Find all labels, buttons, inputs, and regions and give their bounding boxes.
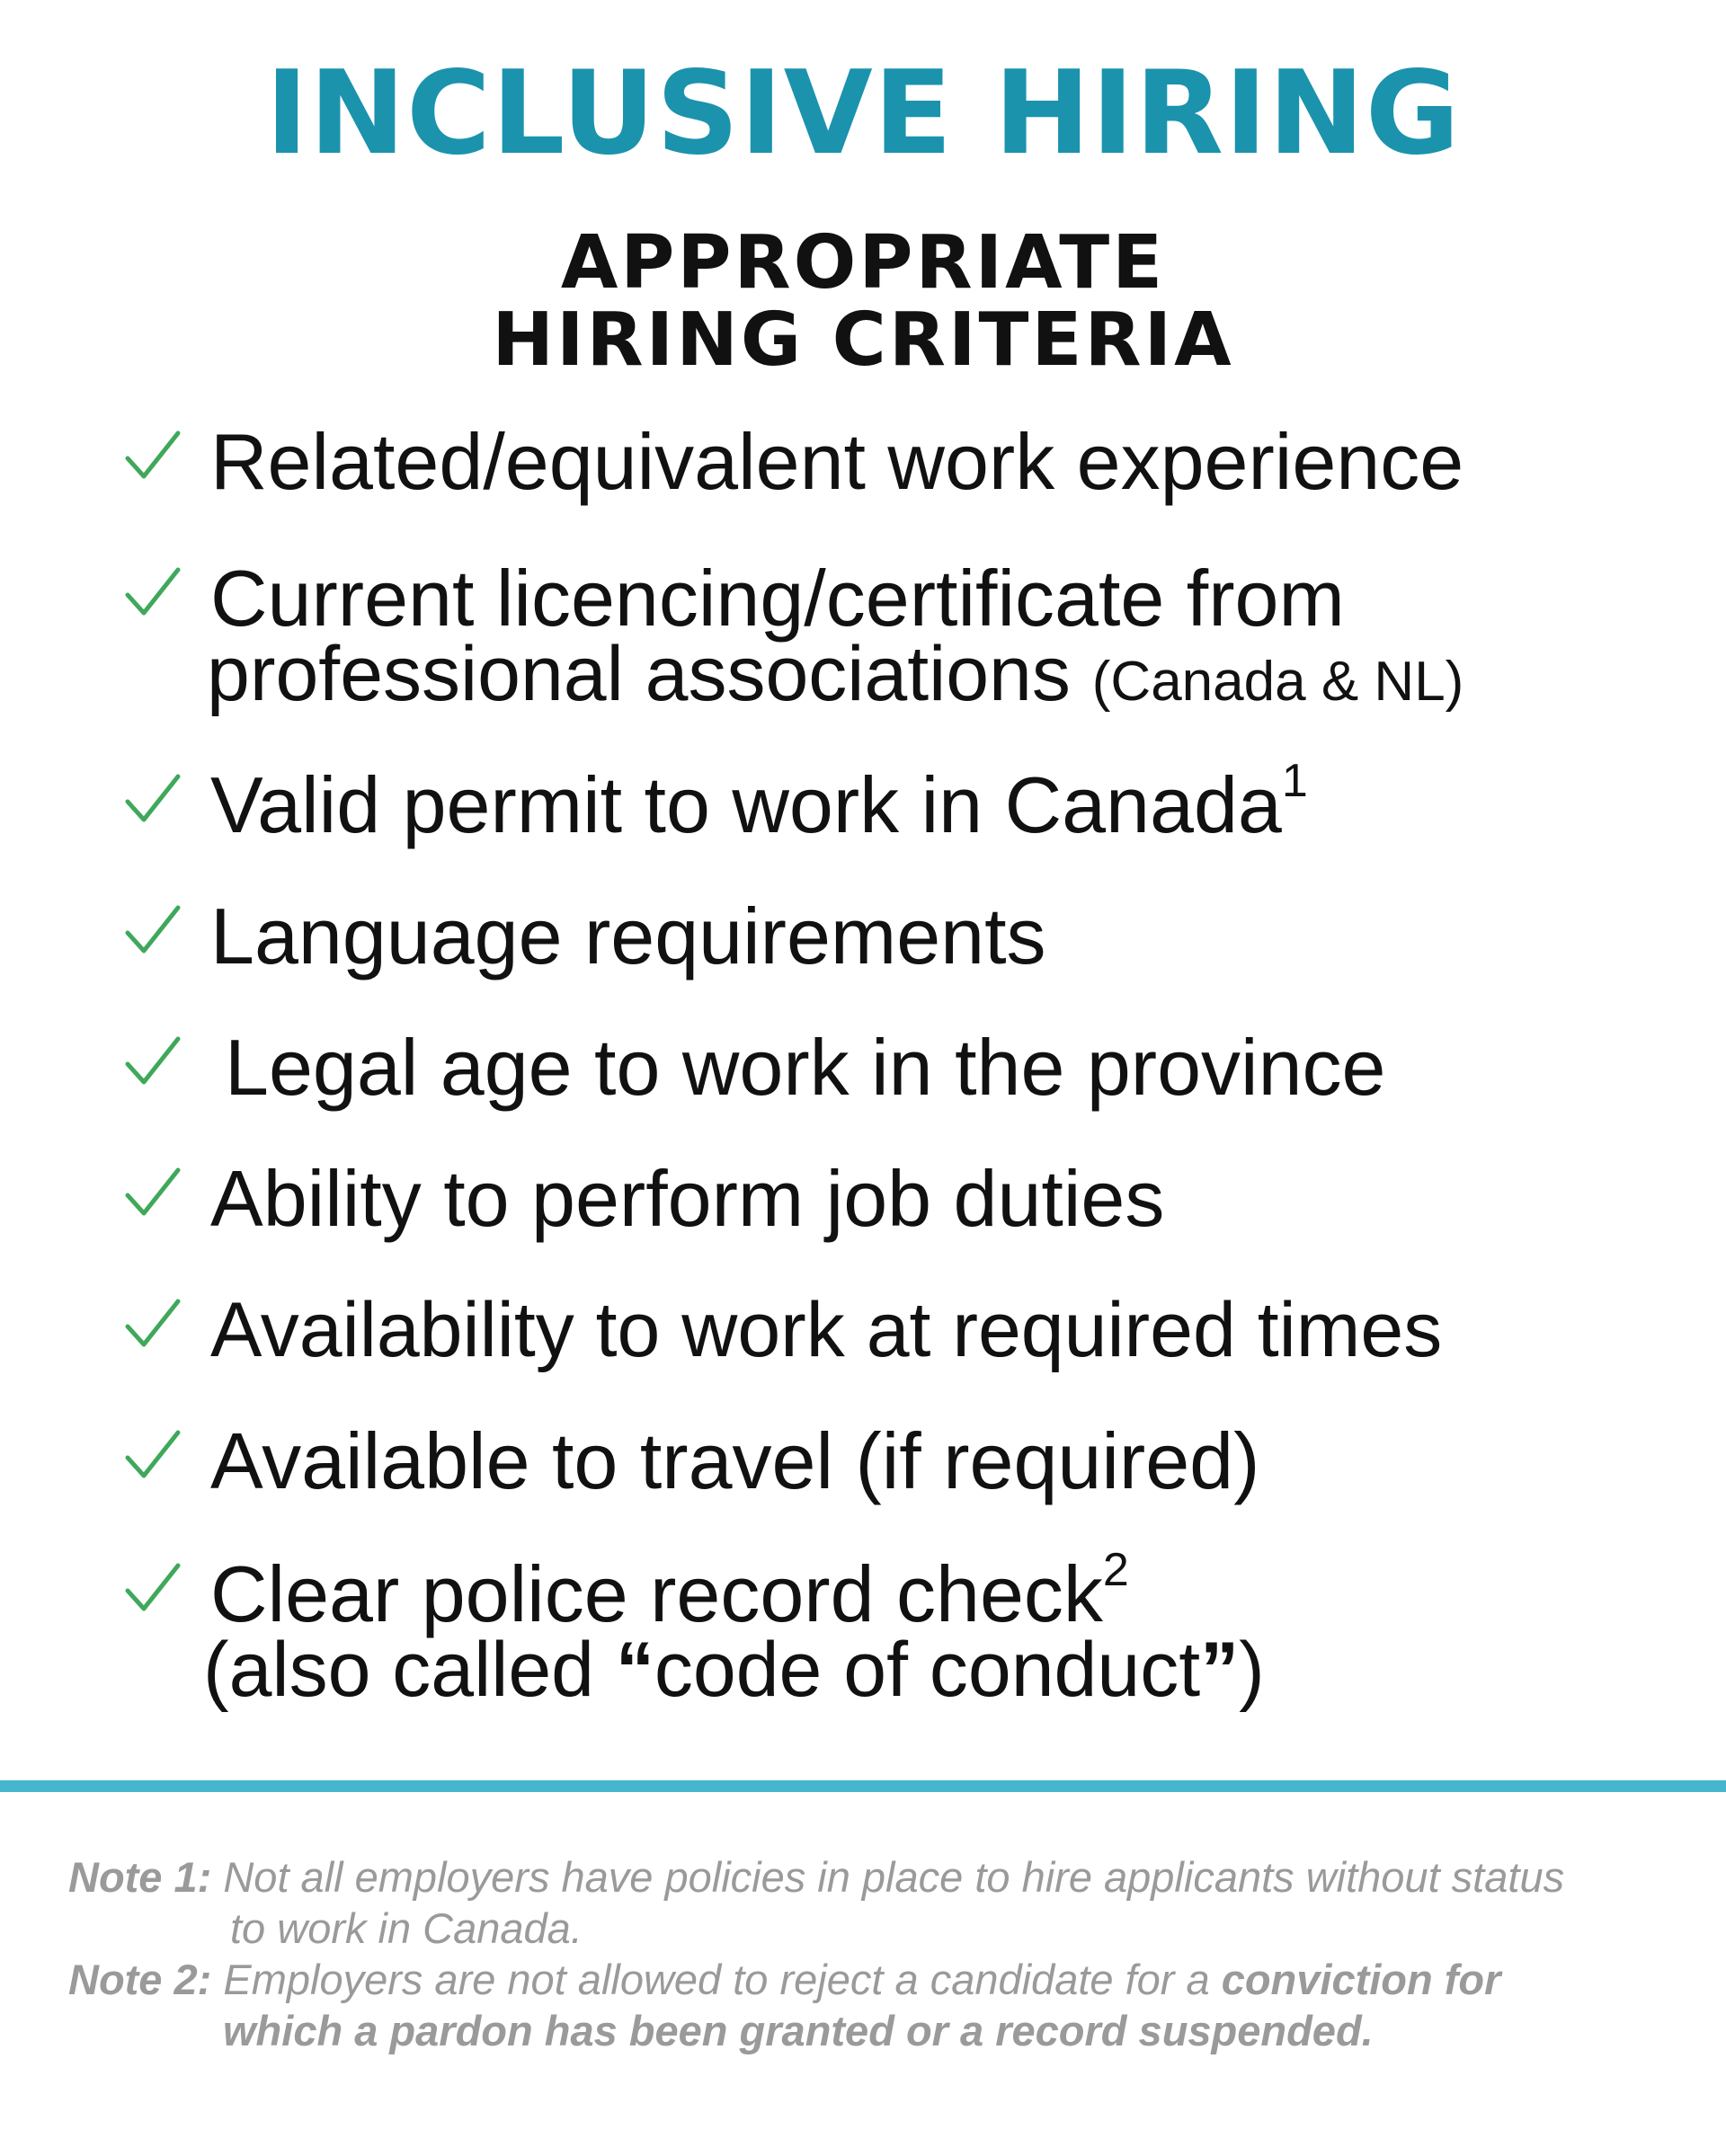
- page-title: INCLUSIVE HIRING: [265, 47, 1461, 181]
- criteria-text: Ability to perform job duties: [210, 1154, 1165, 1243]
- checkmark-icon: [124, 902, 182, 960]
- checkmark-icon: [124, 771, 182, 829]
- checkmark-icon: [124, 1165, 182, 1222]
- checkmark-icon: [124, 1560, 182, 1618]
- footnote-2-cont: which a pardon has been granted or a record suspended.: [223, 2007, 1374, 2054]
- criteria-text: Language requirements: [210, 892, 1046, 980]
- footnote-label: Note 1:: [68, 1853, 212, 1901]
- criteria-text: Available to travel (if required): [210, 1416, 1260, 1505]
- section-heading-line-1: APPROPRIATE: [560, 220, 1166, 306]
- footnote-ref: 1: [1281, 755, 1308, 807]
- section-divider: [0, 1780, 1726, 1792]
- section-heading-line-2: HIRING CRITERIA: [492, 297, 1234, 383]
- footnote-emphasis: conviction for: [1221, 1956, 1501, 2003]
- checkmark-icon: [124, 1034, 182, 1091]
- criteria-text-line-2-main: professional associations: [207, 631, 1071, 717]
- criteria-text-line-2: [203, 1627, 1265, 1713]
- footnote-text: Employers are not allowed to reject a candidate for a: [223, 1956, 1222, 2003]
- footnote-label: Note 2:: [68, 1956, 212, 2003]
- checkmark-icon: [124, 1296, 182, 1353]
- footnote-text: Not all employers have policies in place to hire applicants without status: [223, 1853, 1565, 1901]
- footnote-1: [68, 1851, 1686, 1903]
- criteria-text: [210, 755, 1308, 849]
- footnote-ref: 2: [1102, 1544, 1129, 1596]
- criteria-text: Availability to work at required times: [210, 1287, 1443, 1373]
- section-heading: [0, 220, 1726, 383]
- checkmark-icon: [124, 428, 182, 485]
- criteria-aside-term: code of conduct: [654, 1627, 1201, 1713]
- criteria-aside-close: ): [1239, 1627, 1265, 1713]
- footnote-2: [68, 1954, 1686, 2005]
- quote-open: “: [615, 1627, 654, 1713]
- criteria-text-main: Clear police record check: [210, 1549, 1103, 1638]
- criteria-region-note: (Canada & NL): [1091, 651, 1464, 713]
- quote-close: ”: [1200, 1627, 1240, 1713]
- criteria-text-line-2: [207, 631, 1464, 722]
- criteria-aside-open: (also called: [203, 1627, 616, 1713]
- criteria-text-main: Valid permit to work in Canada: [210, 760, 1282, 849]
- criteria-text: Legal age to work in the province: [225, 1023, 1386, 1112]
- criteria-text: Current licencing/certificate from: [210, 554, 1345, 643]
- criteria-text: Related/equivalent work experience: [210, 417, 1464, 506]
- criteria-text: [210, 1544, 1129, 1638]
- footnote-1-cont: to work in Canada.: [230, 1904, 583, 1952]
- checkmark-icon: [124, 564, 182, 622]
- checkmark-icon: [124, 1427, 182, 1485]
- footnotes: [68, 1851, 1686, 2056]
